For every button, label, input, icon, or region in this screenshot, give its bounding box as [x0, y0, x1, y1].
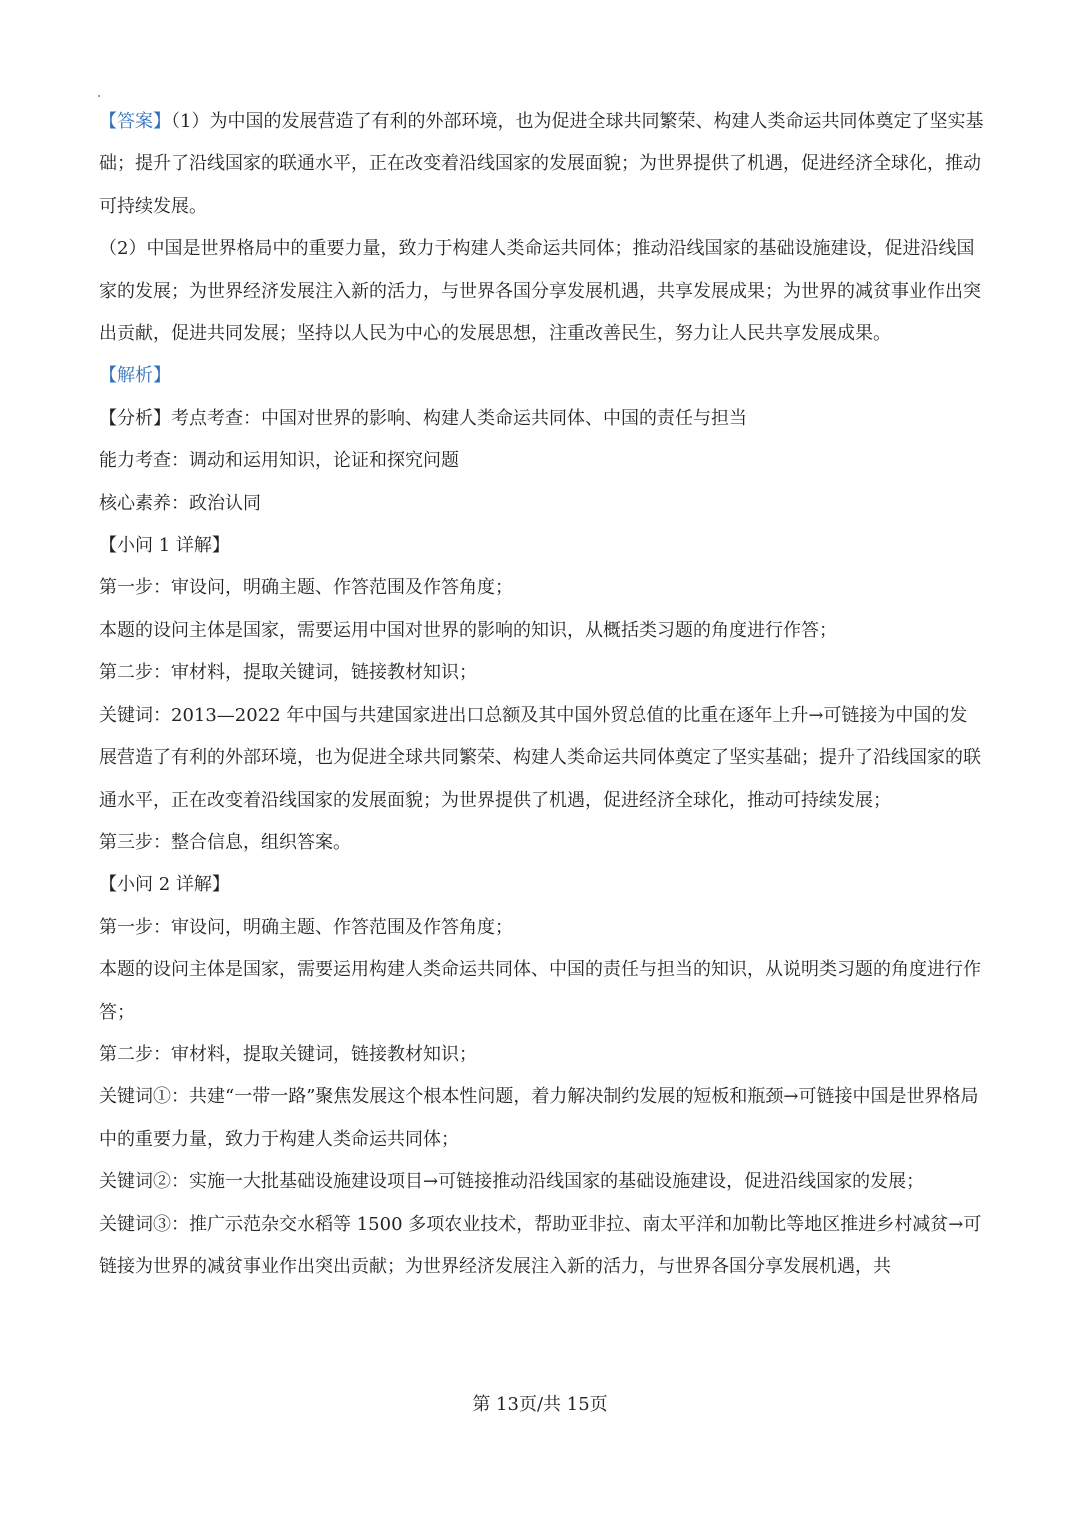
q1-keyword: 关键词：2013—2022 年中国与共建国家进出口总额及其中国外贸总值的比重在逐年上升→可链接为中国的发展营造了有利的外部环境，也为促进全球共同繁荣、构建人类命运共同体奠定了坚实基础；提升了沿线国家的联通水平，正在改变着沿线国家的发展面貌；为世界提供了机遇，促进经济全球化，推动可持续发展； — [99, 704, 981, 811]
q2-title: 【小问 2 详解】 — [99, 874, 230, 896]
q2-step2: 第二步：审材料，提取关键词，链接教材知识； — [99, 1043, 477, 1065]
analysis-fenxi: 【分析】考点考查：中国对世界的影响、构建人类命运共同体、中国的责任与担当 — [99, 407, 747, 429]
analysis-tag: 【解析】 — [99, 365, 171, 387]
document-body — [99, 101, 984, 1288]
q2-keyword-2: 关键词②：实施一大批基础设施建设项目→可链接推动沿线国家的基础设施建设，促进沿线国家的发展； — [99, 1171, 925, 1193]
q1-subject: 本题的设问主体是国家，需要运用中国对世界的影响的知识，从概括类习题的角度进行作答； — [99, 619, 837, 641]
page-number: 第 13页/共 15页 — [472, 1394, 608, 1415]
q2-keyword-1: 关键词①：共建“一带一路”聚焦发展这个根本性问题，着力解决制约发展的短板和瓶颈→可链接中国是世界格局中的重要力量，致力于构建人类命运共同体； — [99, 1086, 979, 1150]
q2-keyword-3: 关键词③：推广示范杂交水稻等 1500 多项农业技术，帮助亚非拉、南太平洋和加勒比等地区推进乡村减贫→可链接为世界的减贫事业作出突出贡献；为世界经济发展注入新的活力，与世界各国分享发展机遇，共 — [99, 1213, 982, 1277]
scan-dot — [98, 95, 100, 97]
answer-text-1: （1）为中国的发展营造了有利的外部环境，也为促进全球共同繁荣、构建人类命运共同体奠定了坚实基础；提升了沿线国家的联通水平，正在改变着沿线国家的发展面貌；为世界提供了机遇，促进经济全球化，推动可持续发展。 — [99, 111, 984, 217]
answer-paragraph-2: （2）中国是世界格局中的重要力量，致力于构建人类命运共同体；推动沿线国家的基础设施建设，促进沿线国家的发展；为世界经济发展注入新的活力，与世界各国分享发展机遇，共享发展成果；为世界的减贫事业作出突出贡献，促进共同发展；坚持以人民为中心的发展思想，注重改善民生，努力让人民共享发展成果。 — [99, 238, 981, 345]
q2-subject: 本题的设问主体是国家，需要运用构建人类命运共同体、中国的责任与担当的知识，从说明类习题的角度进行作答； — [99, 959, 981, 1023]
answer-tag: 【答案】 — [99, 111, 171, 132]
analysis-core: 核心素养：政治认同 — [99, 492, 261, 514]
q1-step1: 第一步：审设问，明确主题、作答范围及作答角度； — [99, 577, 513, 599]
q1-title: 【小问 1 详解】 — [99, 535, 230, 557]
q2-step1: 第一步：审设问，明确主题、作答范围及作答角度； — [99, 916, 513, 938]
q1-step2: 第二步：审材料，提取关键词，链接教材知识； — [99, 662, 477, 684]
analysis-ability: 能力考查：调动和运用知识，论证和探究问题 — [99, 450, 459, 472]
q1-step3: 第三步：整合信息，组织答案。 — [99, 831, 351, 853]
answer-paragraph-1 — [99, 101, 984, 228]
